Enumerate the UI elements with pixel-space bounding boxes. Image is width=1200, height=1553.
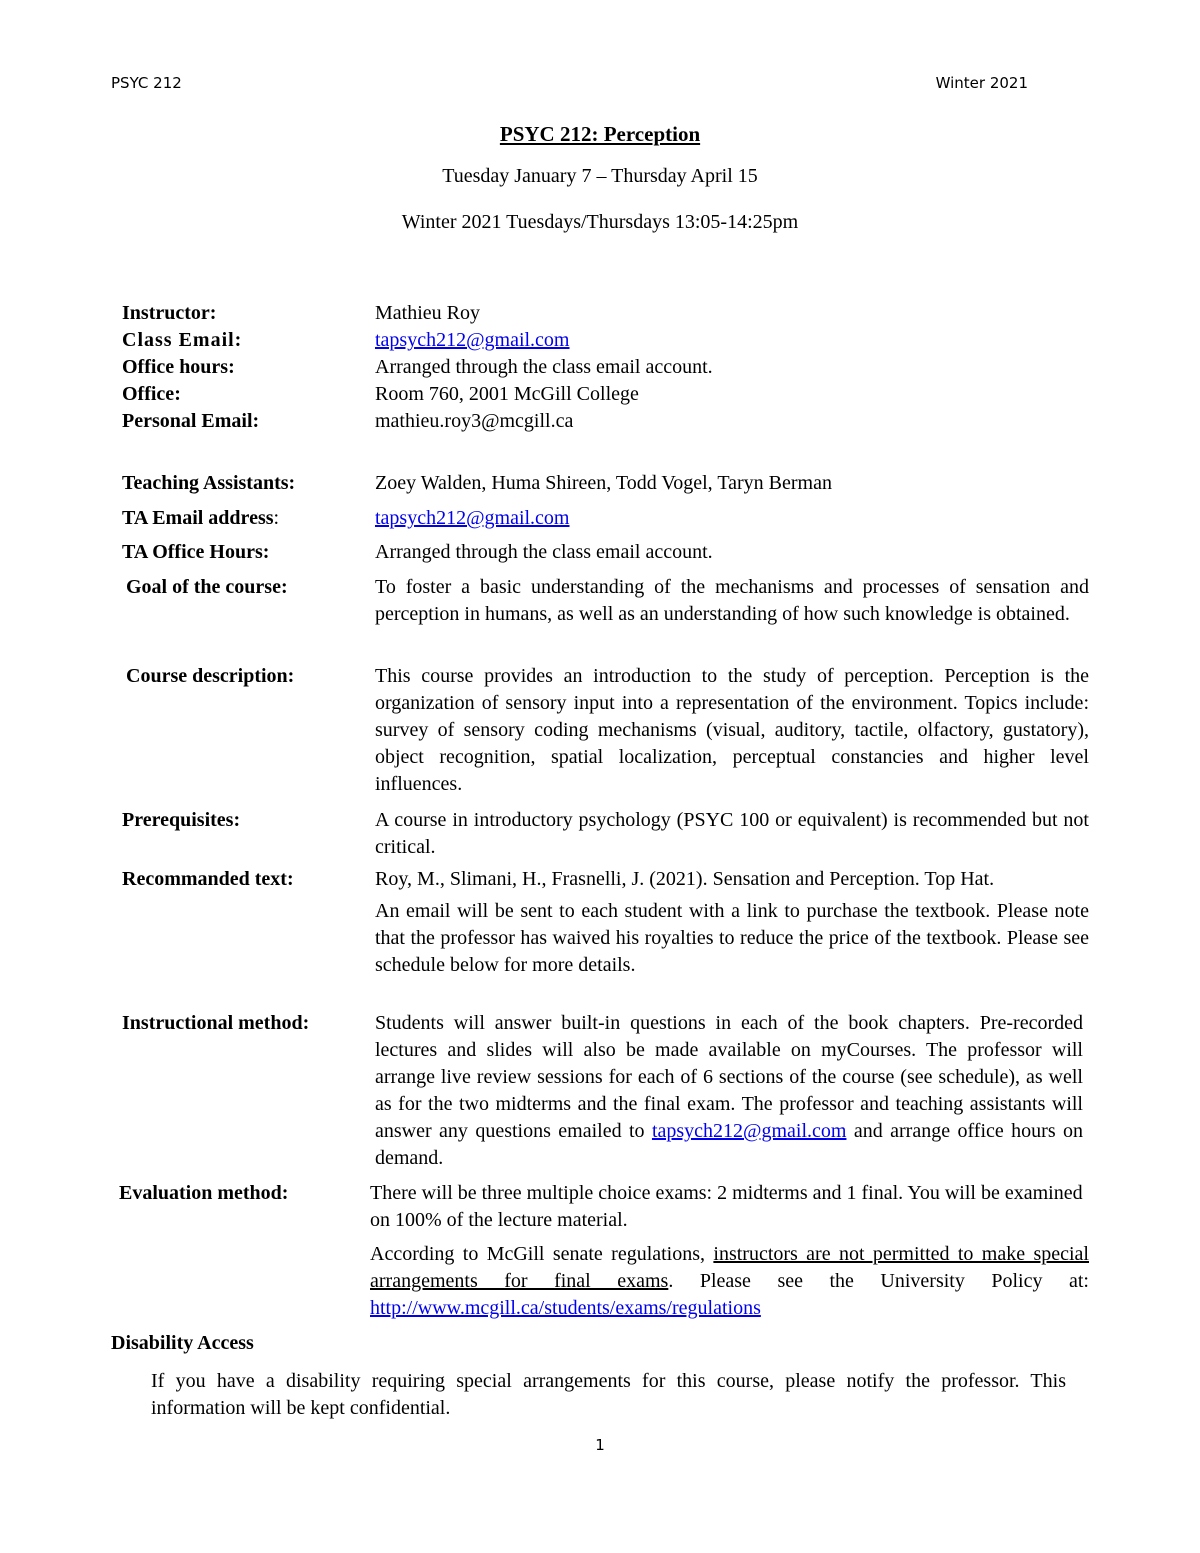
course-description-text: This course provides an introduction to the study of perception. Perception is the organization of sensory input into a representation of the environment. Topics include: survey of sensory coding mechanisms (visual, auditory, tactile, olfactory, gustatory), object recognition, spatial localization, perceptual constancies and higher level influences. [375,665,1089,795]
header-term: Winter 2021 [935,74,1028,92]
page-number: 1 [595,1436,605,1454]
office-value: Room 760, 2001 McGill College [375,383,639,405]
disability-access-text: If you have a disability requiring special arrangements for this course, please notify the professor. This information will be kept confidential. [151,1370,1066,1419]
personal-email-value: mathieu.roy3@mcgill.ca [375,410,574,432]
ta-email-label: TA Email address [122,507,274,529]
evaluation-policy-start: According to McGill senate regulations, [370,1243,706,1265]
office-hours-label: Office hours: [122,356,235,378]
evaluation-policy [370,1241,1089,1322]
header-course-code: PSYC 212 [111,74,182,92]
ta-email-link[interactable]: tapsych212@gmail.com [375,507,570,529]
prerequisites-label: Prerequisites: [122,809,241,831]
evaluation-method-text: There will be three multiple choice exams: 2 midterms and 1 final. You will be examined on 100% of the lecture material. [370,1182,1083,1231]
instructional-method-body: Students will answer built-in questions in each of the book chapters. Pre-recorded lectures and slides will also be made available on myCourses. The professor will arrange live review sessions for each of 6 sections of the course (see schedule), as well as for the two midterms and the final exam. The professor and teaching assistants will answer any questions emailed to [375,1012,1083,1142]
personal-email-label: Personal Email: [122,410,260,432]
instructor-value: Mathieu Roy [375,302,480,324]
evaluation-method-label: Evaluation method: [119,1182,289,1204]
textbook-citation: Roy, M., Slimani, H., Frasnelli, J. (2021). Sensation and Perception. Top Hat. [375,868,995,890]
course-schedule: Winter 2021 Tuesdays/Thursdays 13:05-14:25pm [401,211,799,233]
course-goal-label: Goal of the course: [126,576,288,598]
textbook-note: An email will be sent to each student with a link to purchase the textbook. Please note that the professor has waived his royalties to reduce the price of the textbook. Please see schedule below for more details. [375,900,1089,976]
instructional-method-email-link[interactable]: tapsych212@gmail.com [651,1120,847,1142]
course-description-label: Course description: [126,665,295,687]
course-dates: Tuesday January 7 – Thursday April 15 [442,165,758,187]
instructor-label: Instructor: [122,302,217,324]
evaluation-policy-emphasis: instructors are not permitted to make special arrangements for final exams [370,1243,1089,1292]
recommended-text-label: Recommanded text: [122,868,294,890]
office-hours-value: Arranged through the class email account. [375,356,713,378]
instructional-method-label: Instructional method: [122,1012,310,1034]
class-email-link[interactable]: tapsych212@gmail.com [375,329,570,351]
course-goal-text: To foster a basic understanding of the mechanisms and processes of sensation and perception in humans, as well as an understanding of how such knowledge is obtained. [375,576,1089,625]
page-title: PSYC 212: Perception [499,122,701,146]
office-label: Office: [122,383,181,405]
disability-access-heading: Disability Access [111,1332,254,1354]
instructional-method-end: and arrange office hours on demand. [375,1120,1084,1169]
exam-regulations-link[interactable]: http://www.mcgill.ca/students/exams/regulations [370,1297,761,1319]
ta-email-colon: : [273,507,280,529]
teaching-assistants-value: Zoey Walden, Huma Shireen, Todd Vogel, Taryn Berman [375,472,832,494]
ta-office-hours-label: TA Office Hours: [122,541,270,563]
class-email-label: Class Email: [122,329,243,351]
teaching-assistants-label: Teaching Assistants: [122,472,296,494]
ta-office-hours-value: Arranged through the class email account. [375,541,713,563]
prerequisites-text: A course in introductory psychology (PSYC 100 or equivalent) is recommended but not critical. [375,809,1089,858]
instructional-method-text [375,1010,1083,1172]
evaluation-policy-end: . Please see the University Policy at: [668,1270,1089,1292]
